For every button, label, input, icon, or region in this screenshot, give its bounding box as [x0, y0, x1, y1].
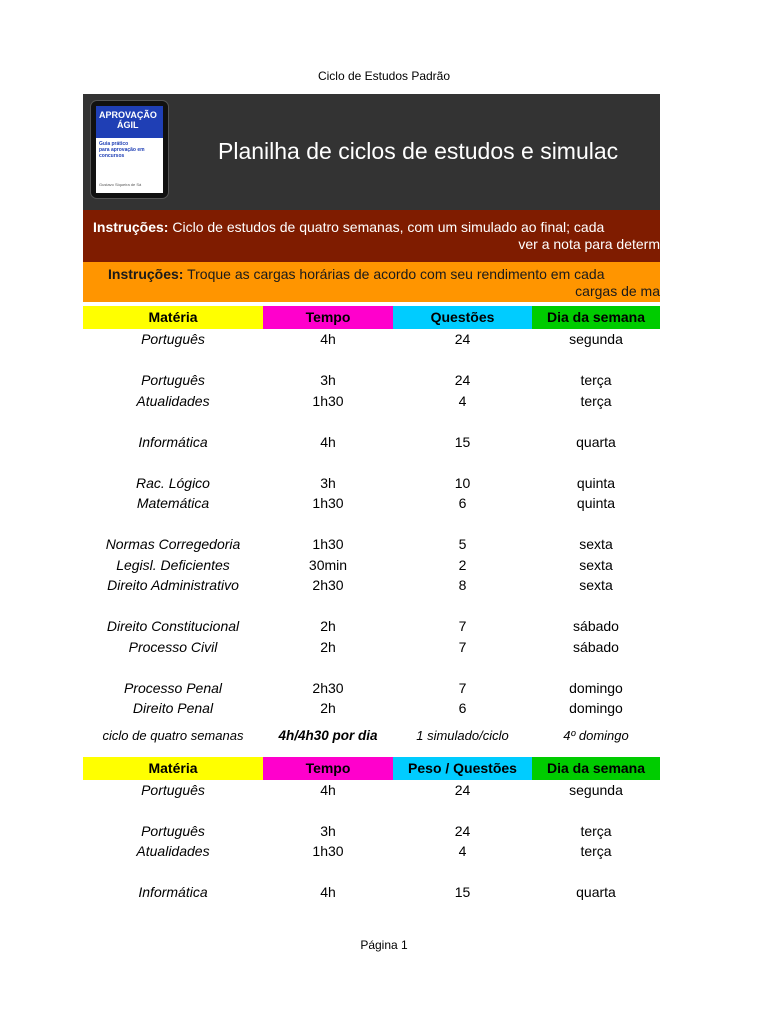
cover-title-line2: ÁGIL — [117, 120, 139, 130]
instructions-text-line2: ver a nota para determ — [518, 236, 660, 252]
questions-cell: 8 — [458, 577, 467, 593]
cover-author: Gustavo Siqueira de Sá — [99, 182, 142, 187]
time-cell: 1h30 — [312, 843, 344, 859]
time-cell: 4h — [320, 781, 336, 798]
questions-cell: 5 — [458, 536, 467, 552]
time-cell: 2h — [320, 638, 336, 655]
table-row — [83, 391, 660, 412]
instructions-text: Troque as cargas horárias de acordo com seu rendimento em cada — [183, 266, 605, 282]
weekday-cell: terça — [580, 822, 612, 839]
instructions-label: Instruções: — [93, 219, 169, 235]
subject-cell: Rac. Lógico — [136, 474, 210, 491]
table-row — [83, 780, 660, 801]
table-row — [83, 637, 660, 658]
header-time: Tempo — [263, 306, 393, 329]
questions-cell: 15 — [454, 433, 471, 450]
header-subject: Matéria — [83, 757, 263, 780]
page-title: Planilha de ciclos de estudos e simulac — [218, 138, 619, 164]
weekday-cell: quarta — [576, 433, 616, 450]
time-cell: 1h30 — [312, 495, 344, 511]
spacer-row — [83, 350, 660, 371]
weekday-cell: sexta — [579, 556, 613, 573]
summary-time-cell: 4h/4h30 por dia — [278, 728, 378, 743]
time-cell: 30min — [308, 556, 348, 573]
book-cover-image — [91, 101, 168, 198]
table-row — [83, 329, 660, 350]
summary-questions-cell: 1 simulado/ciclo — [416, 728, 509, 743]
time-cell: 1h30 — [312, 536, 344, 552]
questions-cell: 4 — [458, 843, 467, 859]
header-questions: Peso / Questões — [393, 757, 532, 780]
weekday-cell: segunda — [569, 331, 623, 347]
subject-cell: Atualidades — [136, 392, 210, 409]
time-cell: 2h — [320, 700, 336, 716]
instructions-text-line2: cargas de ma — [575, 283, 660, 299]
weekday-cell: quinta — [576, 474, 616, 491]
cover-title-line1: APROVAÇÃO — [99, 110, 157, 120]
time-cell: 4h — [320, 331, 336, 347]
weekday-cell: segunda — [569, 781, 623, 798]
table-row — [83, 534, 660, 555]
instructions-row-2 — [83, 262, 660, 302]
table-row — [83, 493, 660, 514]
spacer-row — [83, 800, 660, 821]
time-cell: 3h — [320, 474, 336, 491]
time-cell: 2h30 — [312, 679, 344, 696]
subject-cell: Português — [141, 331, 205, 347]
subject-cell: Matemática — [136, 495, 210, 511]
table-row — [83, 821, 660, 842]
header-weekday: Dia da semana — [532, 306, 660, 329]
spreadsheet — [83, 94, 660, 903]
weekday-cell: quinta — [576, 495, 616, 511]
summary-row — [83, 719, 660, 753]
header-questions: Questões — [393, 306, 532, 329]
time-cell: 2h30 — [312, 577, 344, 593]
weekday-cell: domingo — [569, 679, 623, 696]
study-cycle-table-weights — [83, 757, 660, 903]
header-weekday: Dia da semana — [532, 757, 660, 780]
questions-cell: 24 — [454, 372, 471, 388]
table-row — [83, 473, 660, 494]
subject-cell: Normas Corregedoria — [105, 536, 241, 552]
weekday-cell: terça — [580, 843, 612, 859]
weekday-cell: quarta — [576, 884, 616, 900]
questions-cell: 6 — [458, 495, 467, 511]
subject-cell: Informática — [138, 433, 208, 450]
instructions-text: Ciclo de estudos de quatro semanas, com um simulado ao final; cada — [168, 219, 605, 235]
questions-cell: 6 — [458, 700, 467, 716]
page-footer: Página 1 — [360, 938, 408, 952]
subject-cell: Português — [141, 372, 205, 388]
weekday-cell: sábado — [573, 638, 619, 655]
subject-cell: Atualidades — [136, 843, 210, 859]
subject-cell: Processo Civil — [128, 638, 218, 655]
table-row — [83, 616, 660, 637]
study-cycle-table — [83, 306, 660, 753]
table-row — [83, 841, 660, 862]
spacer-row — [83, 514, 660, 535]
instructions-label: Instruções: — [108, 266, 184, 282]
time-cell: 3h — [320, 822, 336, 839]
weekday-cell: sábado — [573, 618, 619, 634]
questions-cell: 24 — [454, 331, 471, 347]
summary-subject-cell: ciclo de quatro semanas — [102, 728, 244, 743]
table-header-row — [83, 306, 660, 329]
time-cell: 1h30 — [312, 392, 344, 409]
header-time: Tempo — [263, 757, 393, 780]
table-header-row — [83, 757, 660, 780]
table-row — [83, 678, 660, 699]
weekday-cell: sexta — [579, 577, 613, 593]
questions-cell: 7 — [458, 679, 467, 696]
header-subject: Matéria — [83, 306, 263, 329]
table-row — [83, 698, 660, 719]
spacer-row — [83, 596, 660, 617]
time-cell: 2h — [320, 618, 336, 634]
questions-cell: 15 — [454, 884, 471, 900]
questions-cell: 24 — [454, 822, 471, 839]
weekday-cell: sexta — [579, 536, 613, 552]
subject-cell: Informática — [138, 884, 208, 900]
instructions-row-1 — [83, 210, 660, 262]
table-row — [83, 555, 660, 576]
time-cell: 3h — [320, 372, 336, 388]
page-header: Ciclo de Estudos Padrão — [317, 69, 451, 83]
table-row — [83, 370, 660, 391]
questions-cell: 24 — [454, 781, 471, 798]
subject-cell: Direito Penal — [132, 700, 214, 716]
subject-cell: Legisl. Deficientes — [116, 556, 230, 573]
title-banner — [83, 94, 660, 210]
questions-cell: 2 — [458, 556, 467, 573]
summary-weekday-cell: 4º domingo — [563, 728, 629, 743]
table-row — [83, 432, 660, 453]
subject-cell: Direito Constitucional — [106, 618, 240, 634]
subject-cell: Processo Penal — [123, 679, 223, 696]
subject-cell: Português — [141, 822, 205, 839]
questions-cell: 10 — [454, 474, 471, 491]
questions-cell: 7 — [458, 638, 467, 655]
spacer-row — [83, 657, 660, 678]
spacer-row — [83, 862, 660, 883]
weekday-cell: domingo — [569, 700, 623, 716]
weekday-cell: terça — [580, 372, 612, 388]
time-cell: 4h — [320, 433, 336, 450]
spacer-row — [83, 452, 660, 473]
table-row — [83, 575, 660, 596]
subject-cell: Português — [141, 781, 205, 798]
table-row — [83, 882, 660, 903]
subject-cell: Direito Administrativo — [107, 577, 239, 593]
questions-cell: 7 — [458, 618, 467, 634]
time-cell: 4h — [320, 884, 336, 900]
questions-cell: 4 — [458, 392, 467, 409]
spacer-row — [83, 411, 660, 432]
weekday-cell: terça — [580, 392, 612, 409]
cover-subtitle-line2: para aprovação em concursos — [99, 147, 145, 159]
cover-subtitle-line1: Guia prático — [99, 141, 129, 147]
